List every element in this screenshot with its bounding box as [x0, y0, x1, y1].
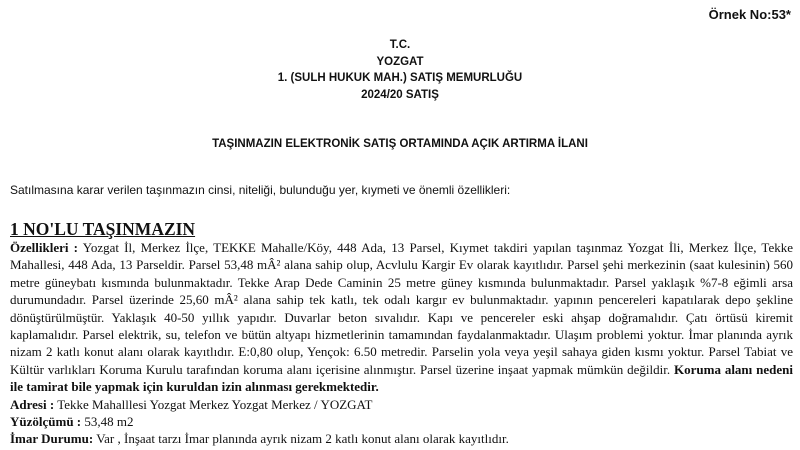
property-area	[10, 413, 793, 430]
example-number: Örnek No:53*	[708, 7, 791, 22]
property-section	[10, 219, 793, 448]
features-text: Yozgat İl, Merkez İlçe, TEKKE Mahalle/Köy, 448 Ada, 13 Parsel, Kıymet takdiri yapılan taşınmaz Yozgat İli, Merkez İlçe, Tekke Mahallesi, 448 Ada, 13 Parseldir. Parsel 53,48 mÂ² alana sahip olup, Acvlulu Kargir Ev olarak kayıtlıdır. Parsel şehi merkezinin (saat kulesinin) 560 metre güneybatı kısmında bulunmaktadır. Tekke Arap Dede Caminin 25 metre güney kısmında bulunmaktadır. Parsel yaklaşık %7-8 eğimli arsa durumundadır. Parsel üzerinde 25,60 mÂ² alana sahip tek katlı, tek odalı kargır ev bulunmaktadır. yapının pencereleri kapatılarak depo şekline dönüştürülmüştür. Yaklaşık 40-50 yıllık yapıdır. Duvarlar beton sıvalıdır. Kapı ve pencereler eski ahşap doğramalıdır. Çatı örtüsü kiremit kaplamalıdır. Parsel elektrik, su, telefon ve bütün altyapı hizmetlerinin tamamından faydalanmaktadır. Ulaşım problemi yoktur. İmar planında ayrık nizam 2 katlı konut alanı olarak kayıtlıdır. E:0,80 olup, Yençok: 6.50 metredir. Parselin yola veya yeşil sahaya giden kısmı yoktur. Parsel Tabiat ve Kültür varlıkları Koruma Kurulu tarafından koruma alanı içerisine alınmıştır. Parsel üzerine inşaat yapmak mümkün değildir.	[10, 240, 793, 377]
property-address	[10, 396, 793, 413]
header-line-city: YOZGAT	[376, 55, 424, 68]
area-value: 53,48 m2	[81, 414, 134, 430]
features-label: Özellikleri :	[10, 240, 79, 255]
header-line-file-no: 2024/20 SATIŞ	[361, 88, 439, 101]
document-header	[0, 37, 800, 103]
header-line-office: 1. (SULH HUKUK MAH.) SATIŞ MEMURLUĞU	[277, 72, 523, 84]
intro-text: Satılmasına karar verilen taşınmazın cinsi, niteliği, bulunduğu yer, kıymeti ve önemli özellikleri:	[10, 183, 511, 197]
features-warning: Koruma alanı nedeni ile tamirat bile yapmak için kuruldan izin alınması gerekmektedir.	[10, 361, 793, 395]
header-line-tc: T.C.	[389, 39, 411, 51]
property-heading: 1 NO'LU TAŞINMAZIN	[10, 219, 196, 239]
address-label: Adresi :	[10, 396, 55, 412]
address-value: Tekke Mahalllesi Yozgat Merkez Yozgat Merkez / YOZGAT	[54, 396, 373, 412]
zoning-value: Var , İnşaat tarzı İmar planında ayrık nizam 2 katlı konut alanı olarak kayıtlıdır.	[93, 431, 509, 447]
property-zoning	[10, 430, 793, 447]
notice-title: TAŞINMAZIN ELEKTRONİK SATIŞ ORTAMINDA AÇIK ARTIRMA İLANI	[212, 138, 588, 150]
area-label: Yüzölçümü :	[10, 414, 82, 430]
property-features	[10, 239, 793, 396]
zoning-label: İmar Durumu:	[10, 431, 94, 447]
